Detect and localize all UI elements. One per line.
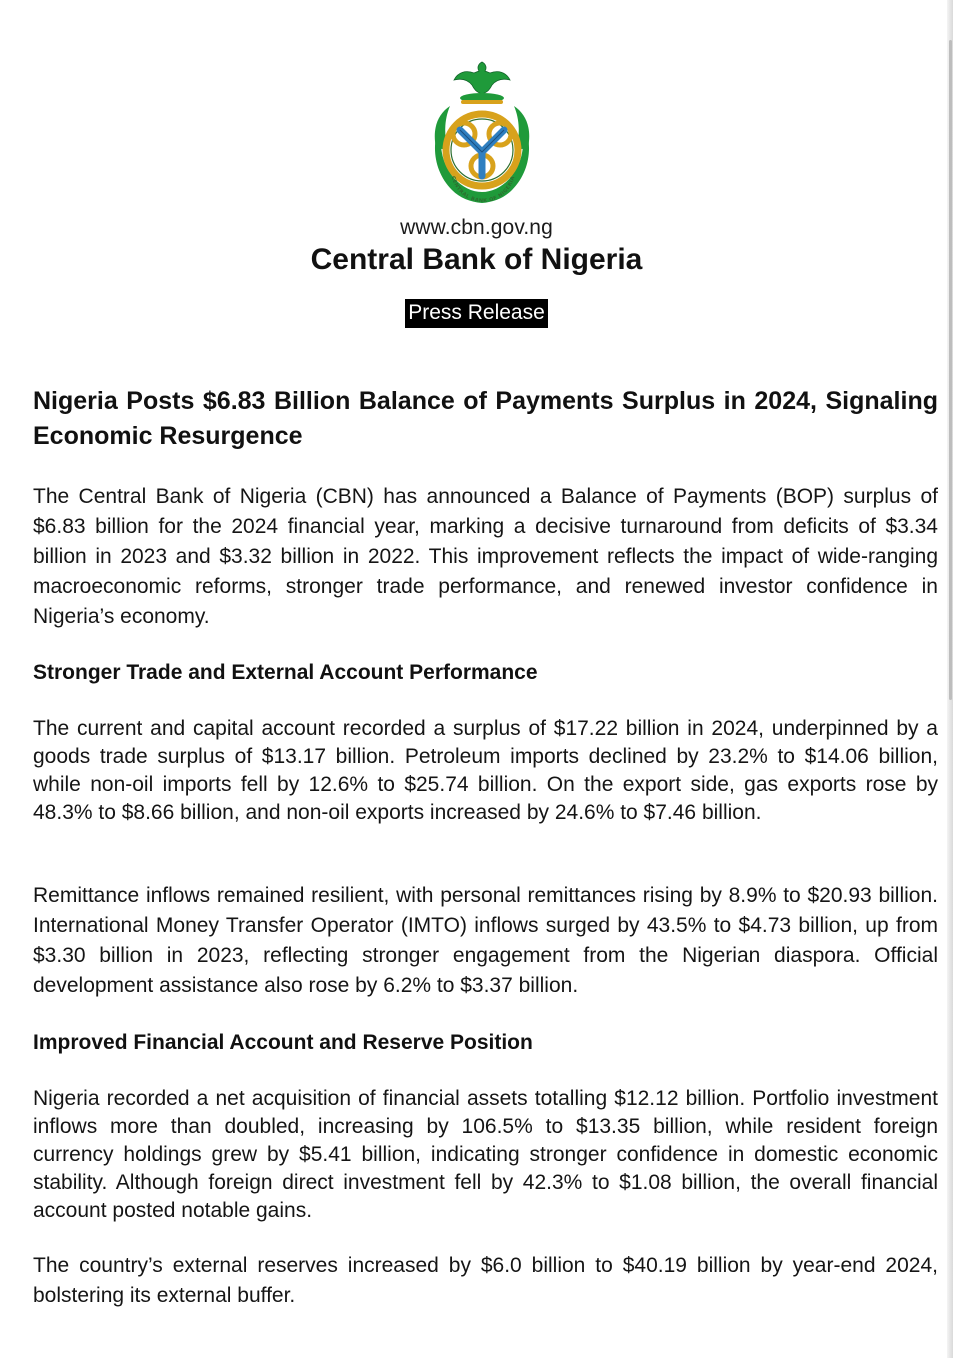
- website-url[interactable]: www.cbn.gov.ng: [400, 216, 553, 239]
- financial-account-paragraph: Nigeria recorded a net acquisition of financial assets totalling $12.12 billion. Portfolio investment inflows more than doubled, increasing by 106.5% to $13.35 billion, while resident foreign currency holdings grew by $5.41 billion, indicating stronger confidence in domestic economic stability. Although foreign direct investment fell by 42.3% to $1.08 billion, the overall financial account posted notable gains.: [33, 1087, 938, 1222]
- page-edge: [947, 0, 953, 1358]
- section-heading-trade: Stronger Trade and External Account Performance: [33, 661, 538, 684]
- remittance-paragraph: Remittance inflows remained resilient, with personal remittances rising by 8.9% to $20.93 billion. International Money Transfer Operator (IMTO) inflows surged by 43.5% to $4.73 billion, up from $3.30 billion in 2023, reflecting stronger engagement from the Nigerian diaspora. Official development assistance also rose by 6.2% to $3.37 billion.: [33, 884, 938, 997]
- cbn-logo-icon: [430, 58, 534, 208]
- trade-paragraph: The current and capital account recorded a surplus of $17.22 billion in 2024, underpinned by a goods trade surplus of $13.17 billion. Petroleum imports declined by 23.2% to $14.06 billion, while non-oil imports fell by 12.6% to $25.74 billion. On the export side, gas exports rose by 48.3% to $8.66 billion, and non-oil exports increased by 24.6% to $7.46 billion.: [33, 717, 938, 824]
- article-headline: Nigeria Posts $6.83 Billion Balance of Payments Surplus in 2024, Signaling Economic Resurgence: [33, 387, 938, 450]
- scroll-thumb[interactable]: [949, 40, 952, 700]
- bank-name: Central Bank of Nigeria: [310, 243, 643, 276]
- reserves-paragraph: The country’s external reserves increased by $6.0 billion to $40.19 billion by year-end 2024, bolstering its external buffer.: [33, 1254, 938, 1307]
- section-heading-financial: Improved Financial Account and Reserve Position: [33, 1031, 533, 1054]
- logo-seal-text: CENTRAL BANK OF NIGERIA: [449, 175, 517, 205]
- press-release-badge: Press Release: [405, 299, 548, 328]
- intro-paragraph: The Central Bank of Nigeria (CBN) has announced a Balance of Payments (BOP) surplus of $6.83 billion for the 2024 financial year, marking a decisive turnaround from deficits of $3.34 billion in 2023 and $3.32 billion in 2022. This improvement reflects the impact of wide-ranging macroeconomic reforms, stronger trade performance, and renewed investor confidence in Nigeria’s economy.: [33, 485, 938, 628]
